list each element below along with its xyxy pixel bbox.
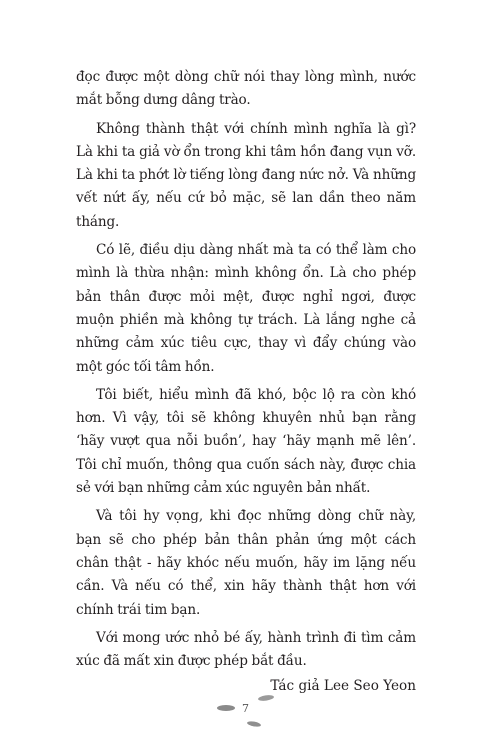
paragraph: đọc được một dòng chữ nói thay lòng mình, nước mắt bỗng dưng dâng trào. bbox=[76, 69, 416, 109]
pebble-icon bbox=[257, 694, 275, 702]
paragraph: Có lẽ, điều dịu dàng nhất mà ta có thể làm cho mình là thừa nhận: mình không ổn. Là cho phép bản thân được mỏi mệt, được nghỉ ngơi, được muộn phiền mà không tự trách. Là lắng nghe cả những cảm xúc tiêu cực, thay vì đẩy chúng vào một góc tối tâm hồn. bbox=[76, 242, 416, 375]
paragraph: Không thành thật với chính mình nghĩa là gì? Là khi ta giả vờ ổn trong khi tâm hồn đang vụn vỡ. Là khi ta phớt lờ tiếng lòng đang nức nở. Và những vết nứt ấy, nếu cứ bỏ mặc, sẽ lan dần theo năm tháng. bbox=[76, 120, 416, 230]
page-body bbox=[76, 66, 416, 699]
page-number: 7 bbox=[242, 702, 249, 715]
paragraph: Tôi biết, hiểu mình đã khó, bộc lộ ra còn khó hơn. Vì vậy, tôi sẽ không khuyên nhủ bạn rằng ‘hãy vượt qua nỗi buồn’, hay ‘hãy mạnh mẽ lên’. Tôi chỉ muốn, thông qua cuốn sách này, được chia sẻ với bạn những cảm xúc nguyên bản nhất. bbox=[76, 386, 416, 497]
author-signature: Tác giả Lee Seo Yeon bbox=[270, 678, 416, 695]
paragraph: Và tôi hy vọng, khi đọc những dòng chữ này, bạn sẽ cho phép bản thân phản ứng một cách chân thật - hãy khóc nếu muốn, hãy im lặng nếu cần. Và nếu có thể, xin hãy thành thật hơn với chính trái tim bạn. bbox=[76, 508, 416, 618]
pebble-icon bbox=[246, 720, 262, 728]
page-footer bbox=[0, 690, 491, 730]
paragraph: Với mong ước nhỏ bé ấy, hành trình đi tìm cảm xúc đã mất xin được phép bắt đầu. bbox=[76, 629, 416, 670]
